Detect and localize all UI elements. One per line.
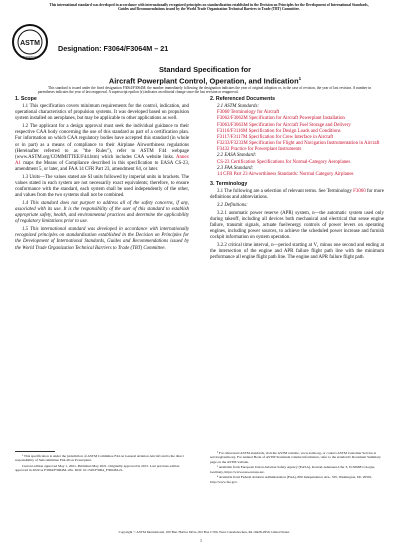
para-1-2	[15, 124, 189, 173]
para-3-1-text: 3.1 The following are a selection of relevant terms. See Terminology	[217, 189, 352, 195]
reference-title[interactable]: Airworthiness Standards: Normal Category Airplanes	[248, 171, 354, 177]
para-1-1: 1.1 This specification covers minimum requirements for the control, indication, and operational characteristics of propulsion systems. It was developed based on propulsion system installed on aeroplanes, but may be applicable to other applications as well.	[15, 104, 189, 122]
reference-title[interactable]: Specification for Crew Interface in Aircraft	[248, 134, 334, 140]
faa-reference-list	[210, 172, 384, 178]
section-heading-scope: 1. Scope	[15, 96, 37, 102]
reference-title[interactable]: Specification for Flight and Navigation Instrumentation in Aircraft	[248, 141, 380, 147]
reference-code-link[interactable]: F3063/F3063M	[217, 122, 248, 128]
footnotes-left	[15, 451, 189, 474]
footnote-edition: Current edition approved May 1, 2021. Published May 2021. Originally approved in 2015. Last previous edition approved in 2020 as F3064/F3064M–20a. DOI: 10.1520/F3064_F3064M-21.	[15, 464, 180, 473]
astm-standards-heading: 2.1 ASTM Standards:	[217, 104, 259, 110]
reference-title[interactable]: Specification for Design Loads and Conditions	[248, 128, 341, 134]
para-3-2-2: 3.2.2 critical time interval, n—period starting at V₁ minus one second and ending at the intersection of the engine and APR failure flight path line with the minimum performance all engine flight path line. The engine and APR failure flight path	[210, 242, 384, 261]
svg-text:INTERNATIONAL: INTERNATIONAL	[20, 56, 40, 59]
reference-code-link[interactable]: F3062/F3062M	[217, 116, 248, 122]
annex-a1-link[interactable]: Annex A1	[15, 154, 189, 167]
para-3-2-1: 3.2.1 automatic power reserve (APR) system, n—the automatic system used only during takeoff, including all devices both mechanical and electrical that sense engine failure, transmit signals, actuate fuel/energy controls of power levers on operating engines, including power sources, to achieve the scheduled power increase and furnish cockpit information on system operation.	[210, 210, 384, 241]
para-3-2: 3.2 Definitions:	[217, 203, 248, 208]
designation: Designation: F3064/F3064M – 21	[58, 44, 169, 53]
reference-code-link[interactable]: F3233/F3233M	[217, 141, 248, 147]
right-column	[210, 96, 384, 263]
faa-standard-heading: 2.3 FAA Standard:	[217, 165, 254, 171]
astm-logo	[10, 23, 50, 61]
para-1-2-text: 1.2 The applicant for a design approval must seek the individual guidance to their respective CAA body concerning the use of this standard as part of a certification plan. For information on which CAA regulatory bodies have accepted this standard (in whole or in part) as a means of compliance to their Airplane Airworthiness regulations (Hereinafter referred to as "the Rules"), refer to ASTM F44 webpage (www.ASTM.org/COMMITTEE/F44.htm) which includes CAA website links.	[15, 124, 189, 160]
section-heading-references: 2. Referenced Documents	[210, 96, 276, 102]
reference-code-link[interactable]: CS-23	[217, 159, 230, 165]
title-text: Aircraft Powerplant Control, Operation, and Indication	[108, 76, 299, 86]
para-3-1-text-b: for more definitions and abbreviations.	[210, 189, 384, 201]
footnote-1: ¹ This specification is under the jurisdiction of ASTM Committee F44 on General Aviation Aircraft and is the direct responsibility of Subcommittee F44.40 on Powerplant.	[15, 454, 184, 463]
reference-code-link[interactable]: F3117/F3117M	[217, 134, 248, 140]
wto-notice: This international standard was developed in accordance with internationally recognized principles on standardization established in the Decision on Principles for the Development of International Standards, Guides and Recommendations issued by the World Trade Organization Technical Barriers to Trade (TBT) Committee.	[49, 3, 369, 12]
para-3-1	[210, 189, 384, 201]
document-title	[50, 65, 360, 86]
para-1-3: 1.3 Units—The values stated are SI units followed by imperial units in brackets. The values stated in each system are not necessarily exact equivalents; therefore, to ensure conformance with the standard, each system shall be used independently of the other, and values from the two systems shall not be combined.	[15, 174, 189, 199]
astm-reference-list	[210, 110, 384, 153]
f3060-link[interactable]: F3060	[353, 189, 366, 195]
svg-text:ASTM: ASTM	[20, 40, 40, 47]
footnote-4: ⁴ Available from Federal Aviation Administration (FAA), 800 Independence Ave., SW, Washington, DC 20591, http://www.faa.gov.	[210, 475, 373, 484]
issued-note: This standard is issued under the fixed designation F3064/F3064M; the number immediately following the designation indicates the year of original adoption or, in the case of revision, the year of last revision. A number in parentheses indicates the year of last reapproval. A superscript epsilon (ε) indicates an editorial change since the last revision or reapproval.	[38, 86, 371, 95]
page-number: 1	[200, 538, 202, 543]
footnote-3: ³ Available from European Union Aviation Safety Agency (EASA), Konrad-Adenauer-Ufer 3, D-50668 Cologne, Germany, https://www.easa.europa.eu/.	[210, 465, 376, 474]
copyright-line: Copyright © ASTM International, 100 Barr Harbor Drive, PO Box C700, West Conshohocken, PA 19428-2959. United States	[118, 530, 290, 534]
title-line-1: Standard Specification for	[159, 65, 251, 74]
reference-title[interactable]: Specification for Aircraft Powerplant Installation	[248, 116, 345, 122]
section-heading-terminology: 3. Terminology	[210, 181, 248, 188]
reference-code-link[interactable]: F3432	[217, 147, 230, 153]
reference-code-link[interactable]: F3060	[217, 110, 230, 116]
reference-item	[217, 172, 384, 178]
reference-code-link[interactable]: F3116/F3116M	[217, 128, 248, 134]
title-line-2	[50, 74, 360, 86]
reference-title[interactable]: Terminology for Aircraft	[230, 110, 280, 116]
para-1-4: 1.4 This standard does not purport to address all of the safety concerns, if any, associated with its use. It is the responsibility of the user of this standard to establish appropriate safety, health, and environmental practices and determine the applicability of regulatory limitations prior to use.	[15, 201, 189, 225]
reference-code-link[interactable]: 14 CFR Part 23	[217, 171, 248, 177]
para-1-5: 1.5 This international standard was developed in accordance with internationally recognized principles on standardization established in the Decision on Principles for the Development of International Standards, Guides and Recommendations issued by the World Trade Organization Technical Barriers to Trade (TBT) Committee.	[15, 227, 189, 251]
para-1-2-text-b: maps the Means of Compliance described in this specification to EASA CS-23, amendment 5, or later, and FAA 14 CFR Part 23, amendment 64, or later.	[15, 161, 189, 173]
left-column	[15, 96, 189, 253]
footnote-2: ² For referenced ASTM standards, visit the ASTM website, www.astm.org, or contact ASTM Customer Service at service@astm.org. For Annual Book of ASTM Standards volume information, refer to the standard's Document Summary page on the ASTM website.	[210, 451, 381, 464]
title-footnote-ref[interactable]: 1	[298, 76, 302, 82]
reference-title[interactable]: Certification Specifications for Normal-Category Aeroplanes	[230, 159, 351, 165]
reference-title[interactable]: Specification for Aircraft Fuel Storage and Delivery	[248, 122, 351, 128]
footnotes-right	[210, 451, 384, 485]
footnote-rule	[15, 451, 55, 452]
easa-standard-heading: 2.2 EASA Standard:	[217, 153, 257, 159]
reference-title[interactable]: Practice for Powerplant Instruments	[230, 147, 302, 153]
astm-logo-icon	[10, 23, 50, 61]
